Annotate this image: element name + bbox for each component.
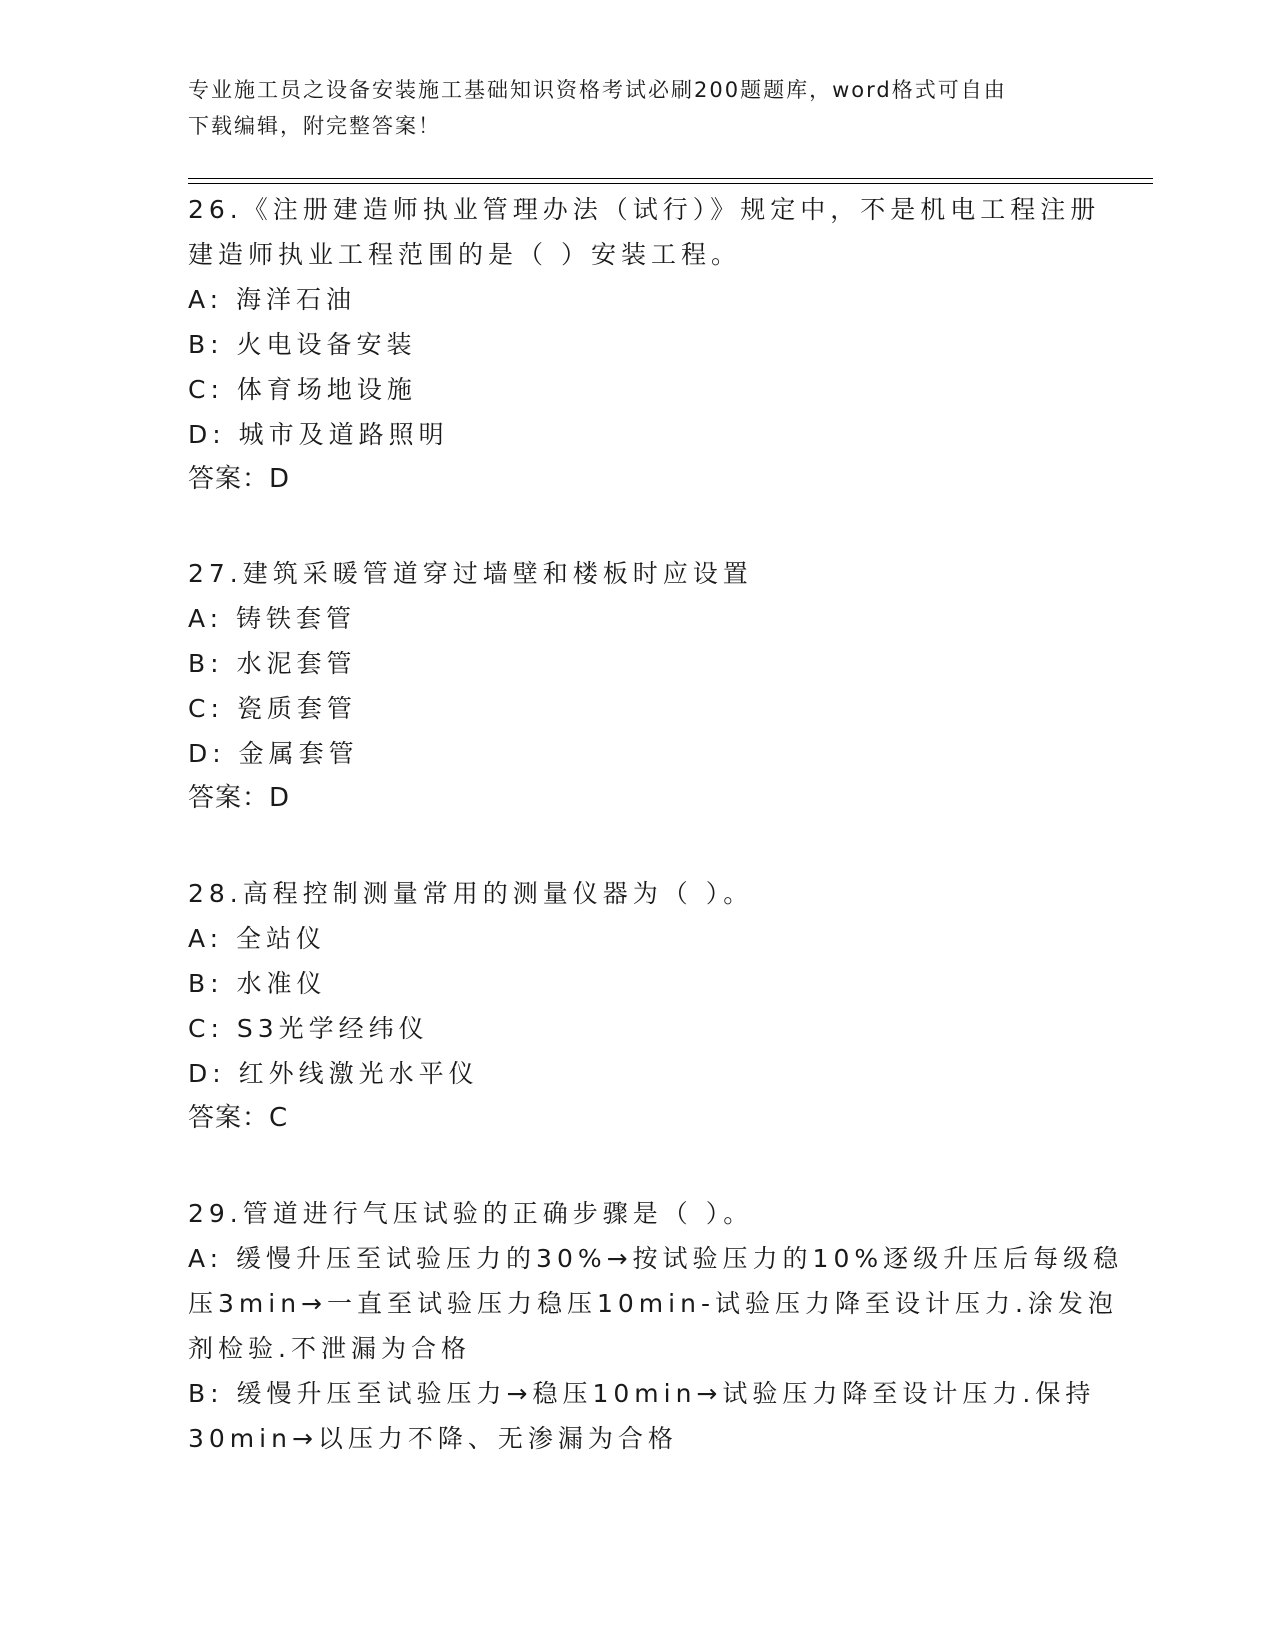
option-d: D: 城市及道路照明 <box>188 420 449 449</box>
option-b: B: 水泥套管 <box>188 649 357 678</box>
option-b-continued: 30min→以压力不降、无渗漏为合格 <box>188 1424 678 1453</box>
option-d: D: 红外线激光水平仪 <box>188 1059 479 1088</box>
option-a: A: 铸铁套管 <box>188 604 357 633</box>
question-stem: 26.《注册建造师执业管理办法（试行）》规定中，不是机电工程注册 <box>188 195 1101 224</box>
document-header <box>188 72 1068 144</box>
question-28 <box>188 871 1088 1141</box>
question-stem: 28.高程控制测量常用的测量仪器为（ ）。 <box>188 879 754 908</box>
option-d: D: 金属套管 <box>188 739 359 768</box>
question-26 <box>188 187 1101 502</box>
option-a-continued: 剂检验.不泄漏为合格 <box>188 1334 471 1363</box>
question-29 <box>188 1191 1124 1461</box>
option-b: B: 水准仪 <box>188 969 327 998</box>
option-a: A: 缓慢升压至试验压力的30%→按试验压力的10%逐级升压后每级稳 <box>188 1244 1124 1273</box>
question-27 <box>188 551 1088 821</box>
option-a-continued: 压3min→一直至试验压力稳压10min-试验压力降至设计压力.涂发泡 <box>188 1289 1118 1318</box>
option-c: C: 体育场地设施 <box>188 375 417 404</box>
answer-label: 答案：D <box>188 464 291 494</box>
answer-label: 答案：D <box>188 783 291 813</box>
option-c: C: S3光学经纬仪 <box>188 1014 429 1043</box>
header-divider-bottom <box>188 183 1153 184</box>
question-stem-continued: 建造师执业工程范围的是（ ）安装工程。 <box>188 240 741 269</box>
option-b: B: 缓慢升压至试验压力→稳压10min→试验压力降至设计压力.保持 <box>188 1379 1096 1408</box>
header-divider-top <box>188 178 1153 179</box>
option-b: B: 火电设备安装 <box>188 330 417 359</box>
option-c: C: 瓷质套管 <box>188 694 357 723</box>
header-line-1: 专业施工员之设备安装施工基础知识资格考试必刷200题题库，word格式可自由 <box>188 78 1007 102</box>
option-a: A: 全站仪 <box>188 924 327 953</box>
question-stem: 27.建筑采暖管道穿过墙壁和楼板时应设置 <box>188 559 753 588</box>
question-stem: 29.管道进行气压试验的正确步骤是（ ）。 <box>188 1199 754 1228</box>
answer-label: 答案：C <box>188 1103 289 1133</box>
option-a: A: 海洋石油 <box>188 285 357 314</box>
header-line-2: 下载编辑，附完整答案！ <box>188 114 441 138</box>
